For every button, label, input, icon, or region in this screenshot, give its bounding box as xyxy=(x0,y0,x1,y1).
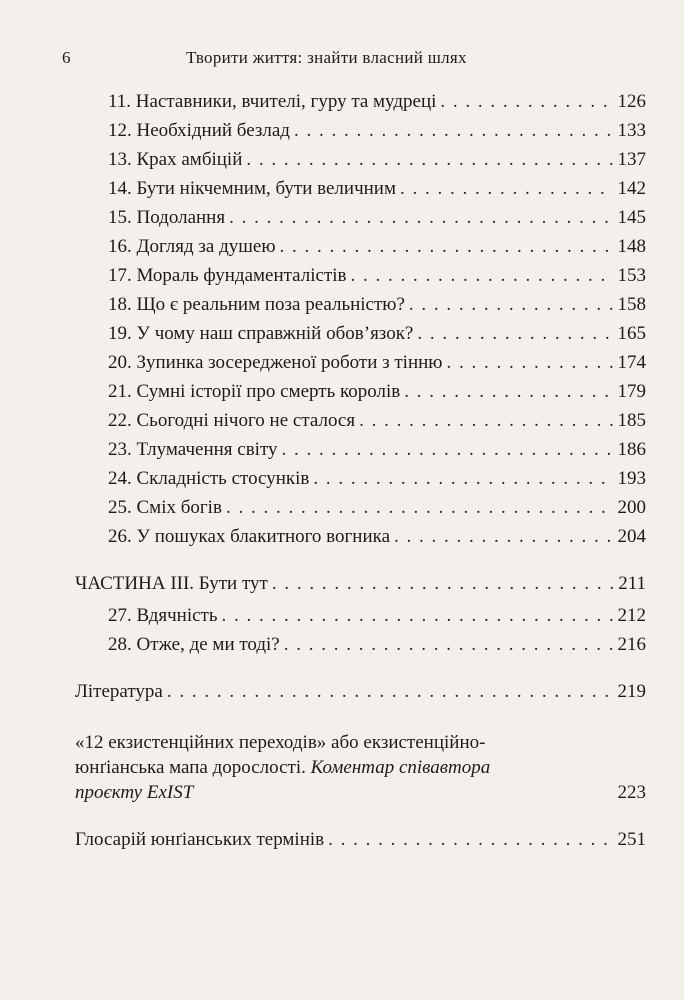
toc-part-page: 211 xyxy=(618,573,646,594)
toc-entry-13[interactable] xyxy=(108,148,646,172)
dot-leader xyxy=(222,604,614,628)
dot-leader xyxy=(400,177,614,201)
toc-entry-title: 18. Що є реальним поза реальністю? xyxy=(108,294,405,315)
toc-glossary-page: 251 xyxy=(617,829,646,850)
dot-leader xyxy=(167,680,614,704)
toc-entry-page: 204 xyxy=(617,526,646,547)
toc-entry-page: 193 xyxy=(617,468,646,489)
toc-entry-title: 22. Сьогодні нічого не сталося xyxy=(108,410,356,431)
toc-part-title: ЧАСТИНА III. Бути тут xyxy=(75,573,268,594)
toc-commentary-italic: Коментар співавтора xyxy=(310,757,491,778)
dot-leader xyxy=(359,409,613,433)
toc-commentary-line-2 xyxy=(75,755,646,780)
dot-leader xyxy=(272,572,614,596)
toc-entry-25[interactable] xyxy=(108,496,646,520)
toc-entry-page: 145 xyxy=(617,207,646,228)
toc-literature-title: Література xyxy=(75,681,163,702)
toc-literature[interactable] xyxy=(75,680,646,704)
toc-entry-27[interactable] xyxy=(108,604,646,628)
toc-commentary-plain: юнґіанська мапа дорослості. xyxy=(75,757,311,778)
toc-entry-page: 216 xyxy=(617,634,646,655)
toc-entry-18[interactable] xyxy=(108,293,646,317)
toc-entry-page: 212 xyxy=(617,605,646,626)
toc-entry-page: 153 xyxy=(617,265,646,286)
dot-leader xyxy=(280,235,614,259)
toc-commentary-line-3 xyxy=(75,780,646,805)
dot-leader xyxy=(404,380,613,404)
toc-entry-page: 200 xyxy=(617,497,646,518)
toc-entry-page: 165 xyxy=(617,323,646,344)
toc-entry-page: 148 xyxy=(617,236,646,257)
toc-entry-15[interactable] xyxy=(108,206,646,230)
toc-entry-11[interactable] xyxy=(108,90,646,114)
toc-entry-title: 11. Наставники, вчителі, гуру та мудреці xyxy=(108,91,437,112)
toc-entry-title: 16. Догляд за душею xyxy=(108,236,276,257)
toc-entry-26[interactable] xyxy=(108,525,646,549)
toc-commentary-page: 223 xyxy=(617,782,646,803)
toc-entry-title: 26. У пошуках блакитного вогника xyxy=(108,526,391,547)
toc-entry-page: 137 xyxy=(617,149,646,170)
dot-leader xyxy=(417,322,613,346)
toc-commentary[interactable] xyxy=(75,730,646,805)
dot-leader xyxy=(284,633,614,657)
toc-entry-title: 28. Отже, де ми тоді? xyxy=(108,634,280,655)
toc-entry-19[interactable] xyxy=(108,322,646,346)
toc-entry-22[interactable] xyxy=(108,409,646,433)
toc-part-3[interactable] xyxy=(75,572,646,596)
page-number: 6 xyxy=(62,48,71,67)
toc-entry-title: 27. Вдячність xyxy=(108,605,218,626)
toc-entry-title: 14. Бути нікчемним, бути величним xyxy=(108,178,396,199)
toc-entry-title: 24. Складність стосунків xyxy=(108,468,310,489)
toc-entry-title: 20. Зупинка зосередженої роботи з тінню xyxy=(108,352,443,373)
dot-leader xyxy=(313,467,613,491)
toc-entry-title: 19. У чому наш справжній обов’язок? xyxy=(108,323,414,344)
toc-entry-page: 185 xyxy=(617,410,646,431)
toc-entry-page: 142 xyxy=(617,178,646,199)
dot-leader xyxy=(440,90,613,114)
toc-glossary-title: Глосарій юнґіанських термінів xyxy=(75,829,325,850)
toc-entry-title: 12. Необхідний безлад xyxy=(108,120,290,141)
page-header xyxy=(0,48,684,72)
dot-leader xyxy=(226,496,614,520)
toc-entry-title: 23. Тлумачення світу xyxy=(108,439,278,460)
toc-entry-title: 21. Сумні історії про смерть королів xyxy=(108,381,401,402)
toc-entry-title: 25. Сміх богів xyxy=(108,497,222,518)
toc-entry-21[interactable] xyxy=(108,380,646,404)
toc-entry-page: 179 xyxy=(617,381,646,402)
toc-entry-page: 133 xyxy=(617,120,646,141)
toc-entry-20[interactable] xyxy=(108,351,646,375)
toc-entry-24[interactable] xyxy=(108,467,646,491)
dot-leader xyxy=(351,264,614,288)
dot-leader xyxy=(328,828,613,852)
toc-entry-12[interactable] xyxy=(108,119,646,143)
dot-leader xyxy=(229,206,613,230)
toc-literature-page: 219 xyxy=(617,681,646,702)
toc-entry-page: 158 xyxy=(617,294,646,315)
toc-entry-title: 13. Крах амбіцій xyxy=(108,149,243,170)
dot-leader xyxy=(282,438,614,462)
toc-entry-page: 126 xyxy=(617,91,646,112)
toc-entry-14[interactable] xyxy=(108,177,646,201)
toc-entry-title: 15. Подолання xyxy=(108,207,226,228)
toc-glossary[interactable] xyxy=(75,828,646,852)
toc-entry-page: 186 xyxy=(617,439,646,460)
toc-entry-page: 174 xyxy=(617,352,646,373)
running-title: Творити життя: знайти власний шлях xyxy=(186,48,467,67)
dot-leader xyxy=(394,525,613,549)
toc-entry-17[interactable] xyxy=(108,264,646,288)
dot-leader xyxy=(446,351,613,375)
dot-leader xyxy=(294,119,614,143)
toc-commentary-italic-end: проєкту ExIST xyxy=(75,782,194,803)
dot-leader xyxy=(246,148,613,172)
toc-entry-28[interactable] xyxy=(108,633,646,657)
toc-commentary-line-1: «12 екзистенційних переходів» або екзистенційно- xyxy=(75,732,486,753)
toc-entry-title: 17. Мораль фундаменталістів xyxy=(108,265,347,286)
toc-entry-23[interactable] xyxy=(108,438,646,462)
toc-entry-16[interactable] xyxy=(108,235,646,259)
dot-leader xyxy=(409,293,614,317)
